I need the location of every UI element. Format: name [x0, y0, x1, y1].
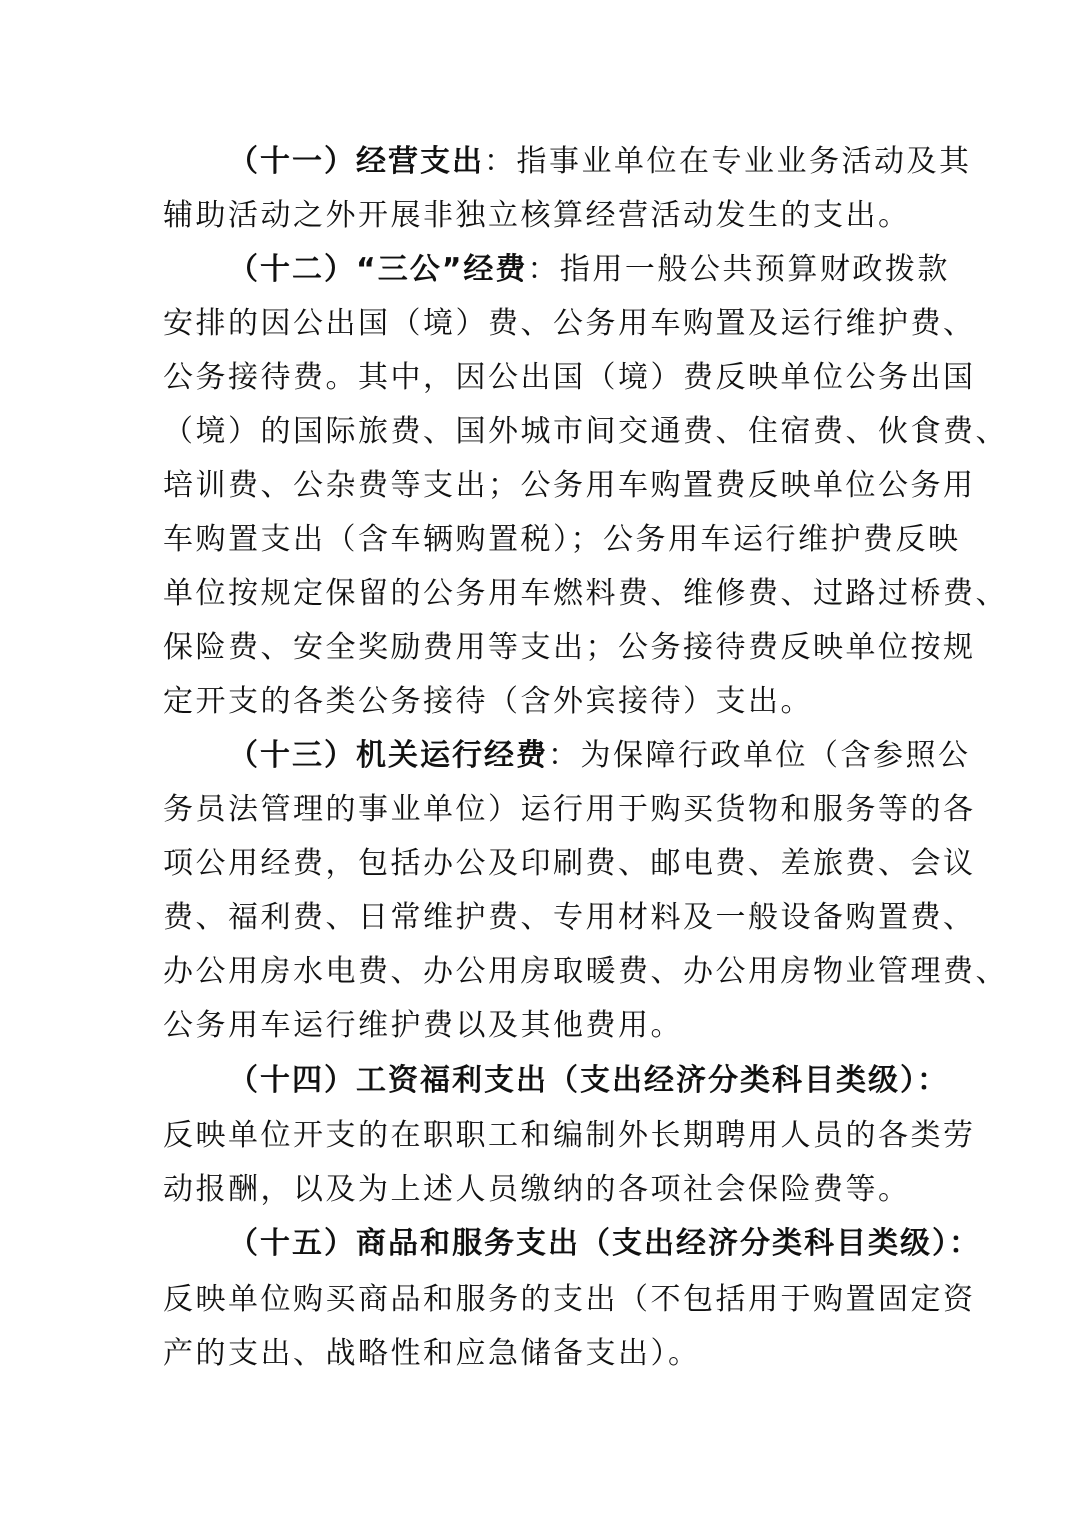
- paragraph-2-text: ：指用一般公共预算财政拨款: [527, 252, 950, 287]
- paragraph-2-line-8: 保险费、安全奖励费用等支出；公务接待费反映单位按规: [163, 630, 976, 665]
- paragraph-2-line-5: 培训费、公杂费等支出；公务用车购置费反映单位公务用: [163, 468, 976, 503]
- paragraph-1-line-2: 辅助活动之外开展非独立核算经营活动发生的支出。: [163, 198, 911, 233]
- paragraph-5-line-2: 反映单位购买商品和服务的支出（不包括用于购置固定资: [163, 1282, 976, 1317]
- paragraph-3-line-1: [228, 730, 988, 782]
- paragraph-5-heading: （十五）商品和服务支出（支出经济分类科目类级）：: [228, 1226, 981, 1261]
- paragraph-1-line-1: [228, 136, 988, 188]
- paragraph-1-text: ：指事业单位在专业业务活动及其: [484, 144, 972, 179]
- paragraph-2-heading: （十二）“三公”经费: [228, 252, 528, 287]
- paragraph-3-line-4: 费、福利费、日常维护费、专用材料及一般设备购置费、: [163, 900, 976, 935]
- paragraph-3-heading: （十三）机关运行经费: [228, 738, 548, 773]
- paragraph-2-line-9: 定开支的各类公务接待（含外宾接待）支出。: [163, 684, 813, 719]
- paragraph-3-line-5: 办公用房水电费、办公用房取暖费、办公用房物业管理费、: [163, 954, 1008, 989]
- paragraph-2-line-7: 单位按规定保留的公务用车燃料费、维修费、过路过桥费、: [163, 576, 1008, 611]
- paragraph-4-line-1: [228, 1055, 988, 1107]
- paragraph-1-heading: （十一）经营支出: [228, 144, 484, 179]
- paragraph-2-line-3: 公务接待费。其中，因公出国（境）费反映单位公务出国: [163, 360, 976, 395]
- paragraph-2-line-1: [228, 244, 988, 296]
- paragraph-3-line-2: 务员法管理的事业单位）运行用于购买货物和服务等的各: [163, 792, 976, 827]
- paragraph-3-line-3: 项公用经费，包括办公及印刷费、邮电费、差旅费、会议: [163, 846, 976, 881]
- paragraph-4-heading: （十四）工资福利支出（支出经济分类科目类级）：: [228, 1063, 949, 1098]
- paragraph-3-line-6: 公务用车运行维护费以及其他费用。: [163, 1008, 683, 1043]
- paragraph-2-line-4: （境）的国际旅费、国外城市间交通费、住宿费、伙食费、: [163, 414, 1008, 449]
- paragraph-4-line-3: 动报酬，以及为上述人员缴纳的各项社会保险费等。: [163, 1172, 911, 1207]
- paragraph-4-line-2: 反映单位开支的在职职工和编制外长期聘用人员的各类劳: [163, 1118, 976, 1153]
- paragraph-5-line-3: 产的支出、战略性和应急储备支出）。: [163, 1336, 701, 1371]
- paragraph-2-line-2: 安排的因公出国（境）费、公务用车购置及运行维护费、: [163, 306, 976, 341]
- paragraph-5-line-1: [228, 1218, 988, 1270]
- paragraph-2-line-6: 车购置支出（含车辆购置税）；公务用车运行维护费反映: [163, 522, 961, 557]
- paragraph-3-text: ：为保障行政单位（含参照公: [548, 738, 971, 773]
